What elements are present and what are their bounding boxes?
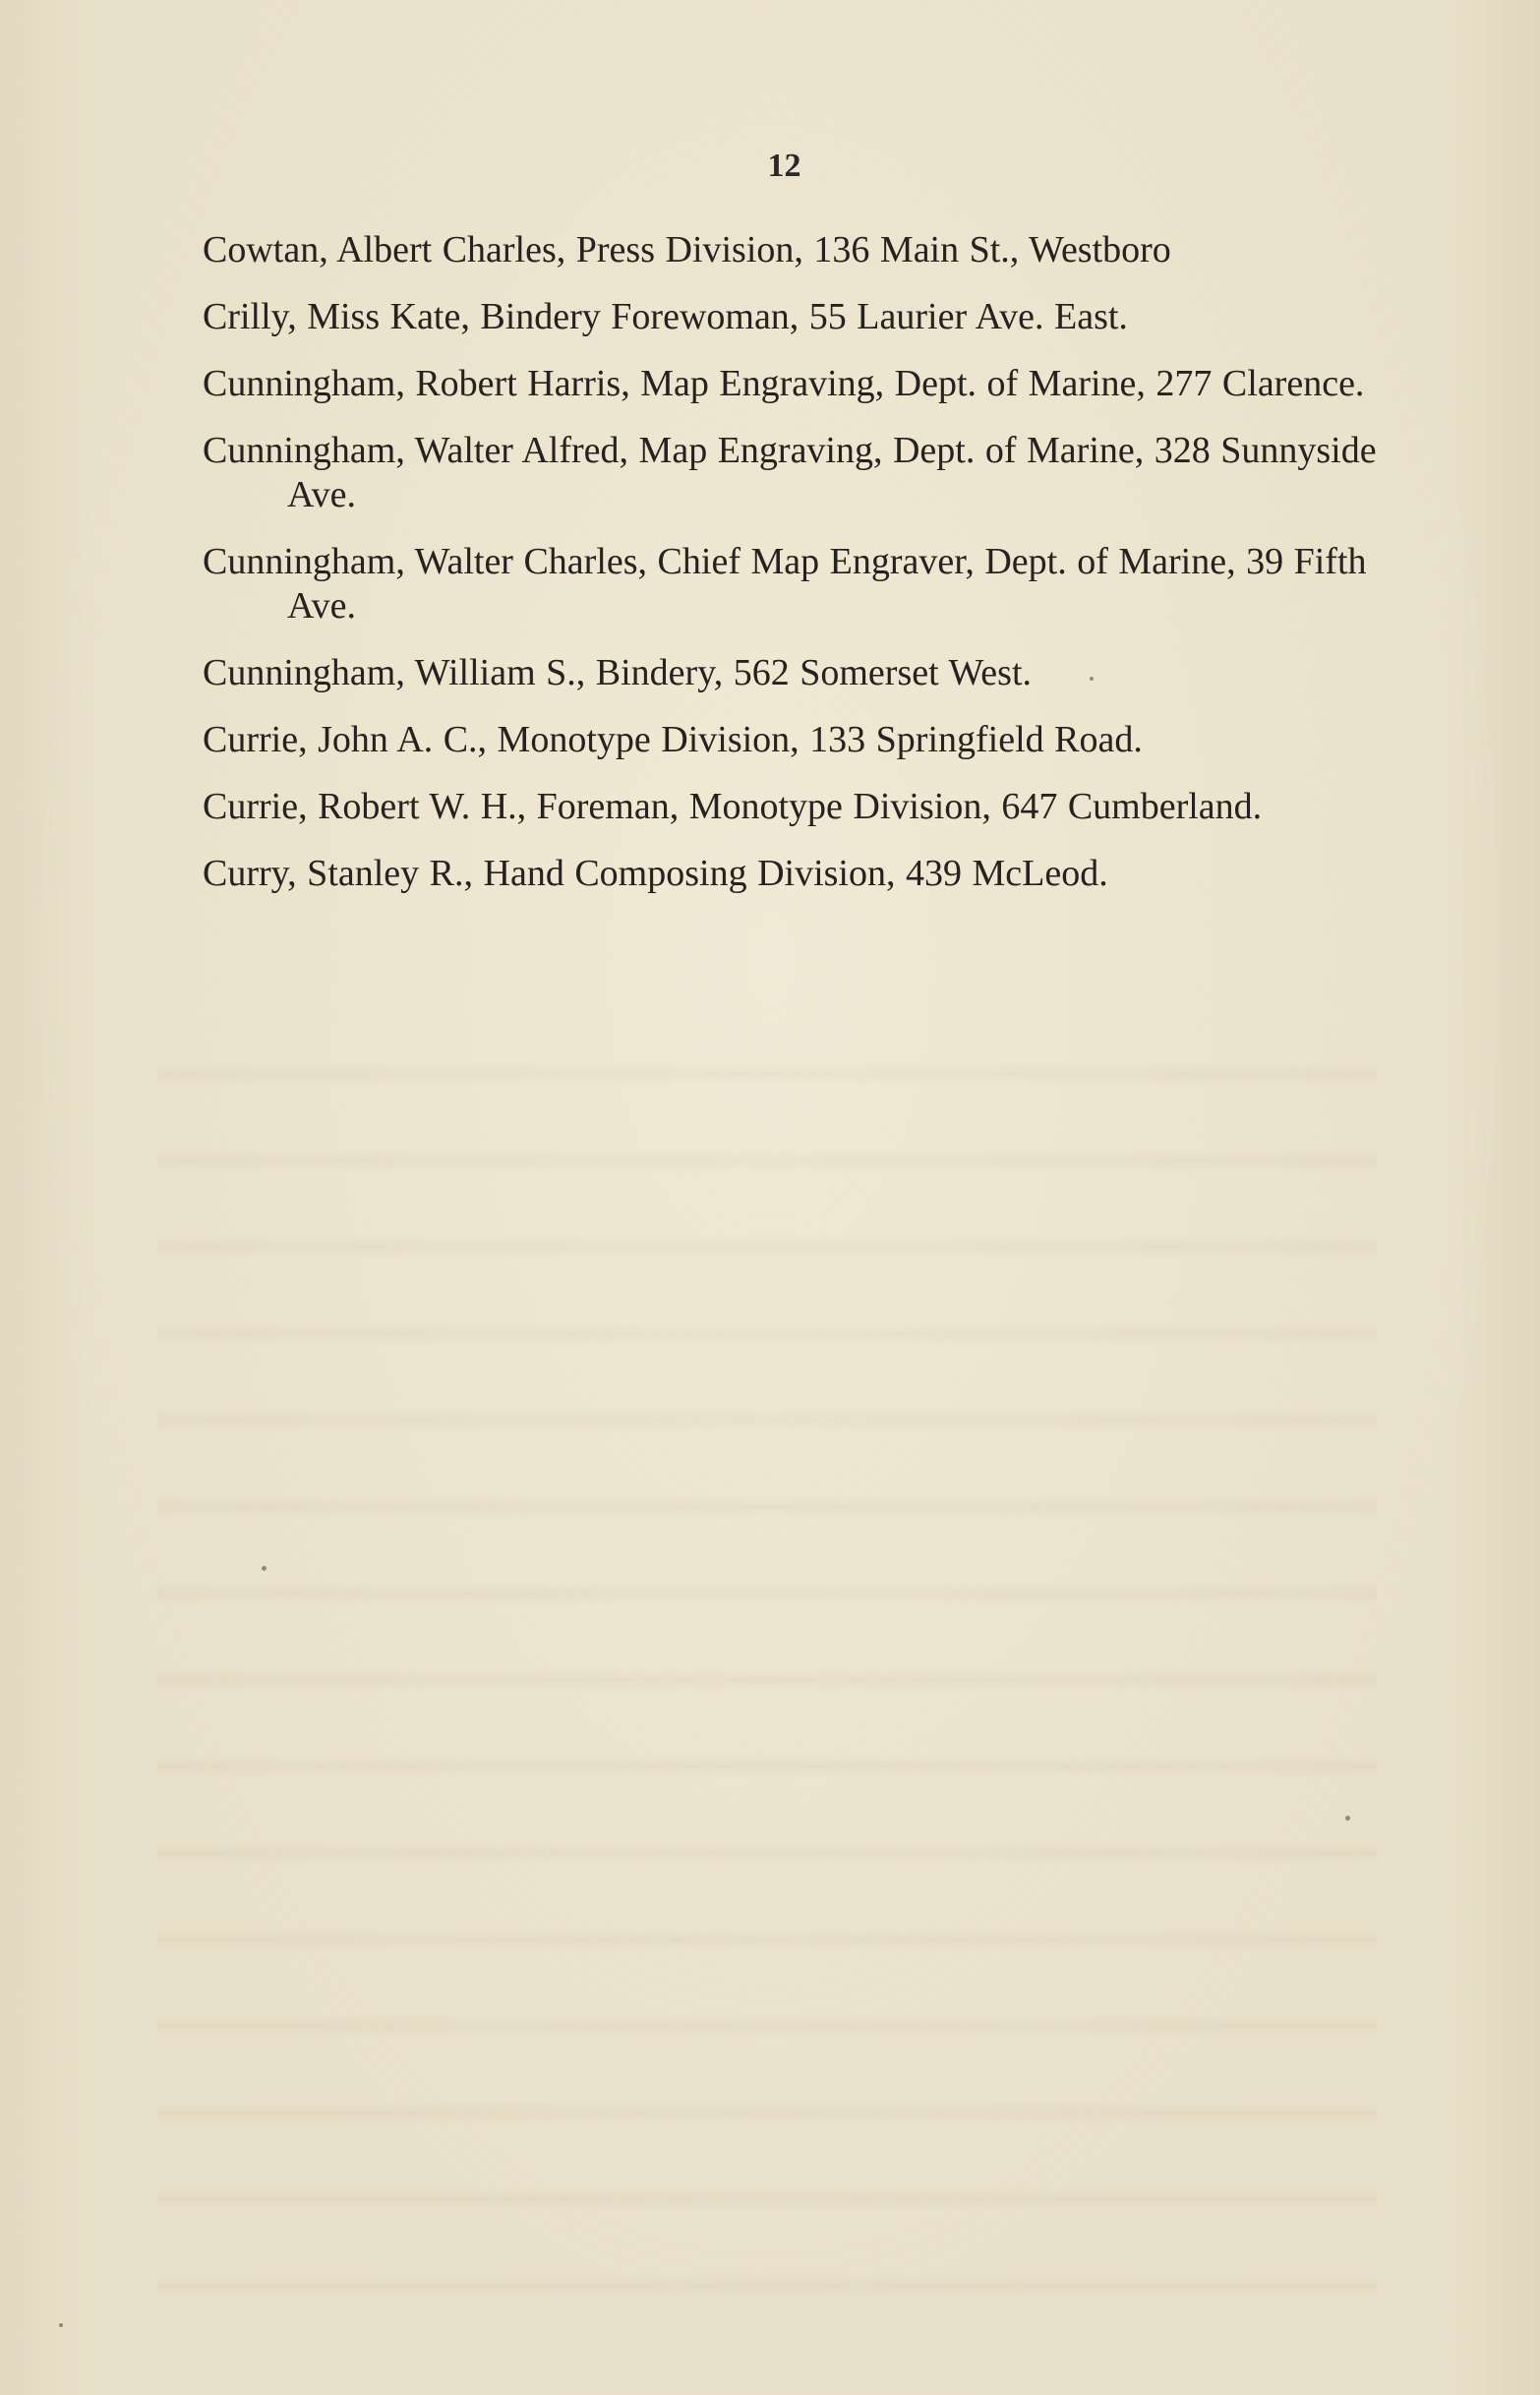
paper-speck — [59, 2323, 63, 2327]
paper-speck — [262, 1566, 267, 1571]
show-through-texture — [157, 1023, 1377, 2302]
list-item: Cunningham, William S., Bindery, 562 Somerset West. — [203, 652, 1033, 693]
list-item: Currie, Robert W. H., Foreman, Monotype Division, 647 Cumberland. — [203, 786, 1263, 827]
list-item: Curry, Stanley R., Hand Composing Division, 439 McLeod. — [203, 853, 1108, 894]
directory-list — [203, 228, 1383, 919]
list-item: Crilly, Miss Kate, Bindery Forewoman, 55 Laurier Ave. East. — [203, 296, 1128, 337]
list-item: Cunningham, Walter Alfred, Map Engraving, Dept. of Marine, 328 Sunnyside Ave. — [203, 430, 1377, 515]
list-item: Cowtan, Albert Charles, Press Division, 136 Main St., Westboro — [203, 229, 1171, 270]
page-number: 12 — [767, 148, 801, 184]
list-item: Cunningham, Walter Charles, Chief Map Engraver, Dept. of Marine, 39 Fifth Ave. — [203, 541, 1367, 627]
paper-speck — [1345, 1816, 1350, 1821]
list-item: Currie, John A. C., Monotype Division, 133 Springfield Road. — [203, 719, 1143, 760]
paper-speck — [1090, 677, 1094, 681]
list-item: Cunningham, Robert Harris, Map Engraving, Dept. of Marine, 277 Clarence. — [203, 363, 1365, 404]
